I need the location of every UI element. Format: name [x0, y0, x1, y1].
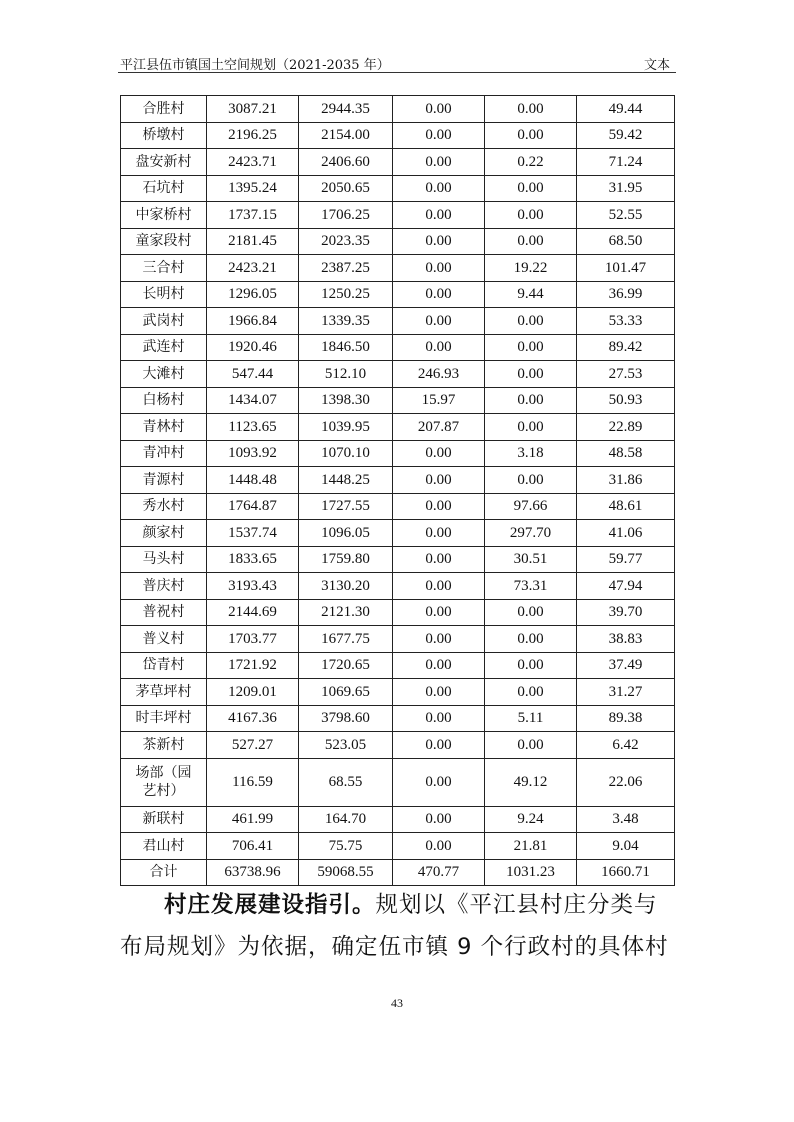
- value-cell: 3.18: [485, 440, 577, 467]
- value-cell: 1096.05: [299, 520, 393, 547]
- table-row: [121, 228, 675, 255]
- village-name-cell: 茶新村: [121, 732, 207, 759]
- value-cell: 0.00: [393, 493, 485, 520]
- value-cell: 0.00: [393, 546, 485, 573]
- value-cell: 1296.05: [207, 281, 299, 308]
- value-cell: 2181.45: [207, 228, 299, 255]
- value-cell: 0.00: [485, 467, 577, 494]
- value-cell: 0.00: [485, 122, 577, 149]
- value-cell: 297.70: [485, 520, 577, 547]
- value-cell: 41.06: [577, 520, 675, 547]
- value-cell: 89.42: [577, 334, 675, 361]
- value-cell: 75.75: [299, 833, 393, 860]
- value-cell: 19.22: [485, 255, 577, 282]
- value-cell: 1395.24: [207, 175, 299, 202]
- village-name-cell: 普义村: [121, 626, 207, 653]
- value-cell: 0.00: [485, 228, 577, 255]
- value-cell: 3087.21: [207, 96, 299, 123]
- value-cell: 1070.10: [299, 440, 393, 467]
- value-cell: 0.00: [485, 599, 577, 626]
- paragraph-text-1: 规划以《平江县村庄分类与: [375, 892, 658, 918]
- value-cell: 0.00: [393, 440, 485, 467]
- value-cell: 0.00: [393, 626, 485, 653]
- table-row: [121, 440, 675, 467]
- value-cell: 0.00: [485, 626, 577, 653]
- document-title: 平江县伍市镇国土空间规划（2021-2035 年）: [120, 58, 390, 73]
- value-cell: 4167.36: [207, 705, 299, 732]
- value-cell: 22.89: [577, 414, 675, 441]
- value-cell: 2144.69: [207, 599, 299, 626]
- value-cell: 49.12: [485, 758, 577, 806]
- village-name-cell: 中家桥村: [121, 202, 207, 229]
- value-cell: 30.51: [485, 546, 577, 573]
- table-row: [121, 859, 675, 886]
- value-cell: 9.04: [577, 833, 675, 860]
- value-cell: 15.97: [393, 387, 485, 414]
- value-cell: 1846.50: [299, 334, 393, 361]
- value-cell: 1721.92: [207, 652, 299, 679]
- value-cell: 3.48: [577, 806, 675, 833]
- value-cell: 1737.15: [207, 202, 299, 229]
- value-cell: 1039.95: [299, 414, 393, 441]
- value-cell: 3798.60: [299, 705, 393, 732]
- table-row: [121, 520, 675, 547]
- value-cell: 0.00: [485, 414, 577, 441]
- page-number: 43: [391, 996, 403, 1010]
- value-cell: 68.50: [577, 228, 675, 255]
- value-cell: 39.70: [577, 599, 675, 626]
- table-row: [121, 467, 675, 494]
- village-name-line: 艺村）: [142, 783, 185, 799]
- table-row: [121, 414, 675, 441]
- village-name-cell: 普祝村: [121, 599, 207, 626]
- value-cell: 0.00: [393, 520, 485, 547]
- table-row: [121, 361, 675, 388]
- value-cell: 0.00: [485, 96, 577, 123]
- value-cell: 461.99: [207, 806, 299, 833]
- village-name-cell: 君山村: [121, 833, 207, 860]
- value-cell: 1764.87: [207, 493, 299, 520]
- value-cell: 246.93: [393, 361, 485, 388]
- value-cell: 1706.25: [299, 202, 393, 229]
- table-row: [121, 546, 675, 573]
- value-cell: 21.81: [485, 833, 577, 860]
- value-cell: 0.00: [393, 705, 485, 732]
- value-cell: 512.10: [299, 361, 393, 388]
- value-cell: 9.44: [485, 281, 577, 308]
- table-body: [121, 96, 675, 886]
- value-cell: 0.00: [485, 387, 577, 414]
- value-cell: 1677.75: [299, 626, 393, 653]
- table-row: [121, 202, 675, 229]
- value-cell: 0.00: [485, 679, 577, 706]
- value-cell: 0.00: [393, 679, 485, 706]
- value-cell: 2023.35: [299, 228, 393, 255]
- value-cell: 89.38: [577, 705, 675, 732]
- value-cell: 1209.01: [207, 679, 299, 706]
- value-cell: 2944.35: [299, 96, 393, 123]
- village-name-cell: 武岗村: [121, 308, 207, 335]
- value-cell: 3193.43: [207, 573, 299, 600]
- paragraph-line-2: 布局规划》为依据，确定伍市镇 9 个行政村的具体村: [120, 934, 669, 960]
- table-row: [121, 493, 675, 520]
- value-cell: 6.42: [577, 732, 675, 759]
- value-cell: 116.59: [207, 758, 299, 806]
- value-cell: 1339.35: [299, 308, 393, 335]
- value-cell: 59.42: [577, 122, 675, 149]
- value-cell: 1250.25: [299, 281, 393, 308]
- table-row: [121, 149, 675, 176]
- value-cell: 0.00: [393, 599, 485, 626]
- value-cell: 0.00: [393, 806, 485, 833]
- paragraph-line-1: [120, 890, 680, 920]
- value-cell: 1966.84: [207, 308, 299, 335]
- value-cell: 1031.23: [485, 859, 577, 886]
- value-cell: 2121.30: [299, 599, 393, 626]
- value-cell: 0.00: [393, 255, 485, 282]
- value-cell: 0.00: [485, 652, 577, 679]
- value-cell: 0.00: [393, 308, 485, 335]
- value-cell: 523.05: [299, 732, 393, 759]
- village-name-cell: 新联村: [121, 806, 207, 833]
- value-cell: 0.00: [393, 96, 485, 123]
- value-cell: 547.44: [207, 361, 299, 388]
- value-cell: 527.27: [207, 732, 299, 759]
- table-row: [121, 833, 675, 860]
- value-cell: 0.00: [485, 361, 577, 388]
- table-row: [121, 122, 675, 149]
- value-cell: 2387.25: [299, 255, 393, 282]
- table-row: [121, 806, 675, 833]
- value-cell: 3130.20: [299, 573, 393, 600]
- village-name-cell: 青冲村: [121, 440, 207, 467]
- value-cell: 1434.07: [207, 387, 299, 414]
- value-cell: 49.44: [577, 96, 675, 123]
- value-cell: 1720.65: [299, 652, 393, 679]
- village-name-cell: 岱青村: [121, 652, 207, 679]
- table-row: [121, 705, 675, 732]
- value-cell: 97.66: [485, 493, 577, 520]
- value-cell: 2050.65: [299, 175, 393, 202]
- value-cell: 0.00: [485, 334, 577, 361]
- value-cell: 31.95: [577, 175, 675, 202]
- village-name-cell: 普庆村: [121, 573, 207, 600]
- value-cell: 71.24: [577, 149, 675, 176]
- page-header: [118, 50, 676, 73]
- village-name-cell: 白杨村: [121, 387, 207, 414]
- table-row: [121, 679, 675, 706]
- value-cell: 1448.25: [299, 467, 393, 494]
- value-cell: 1727.55: [299, 493, 393, 520]
- section-label: 文本: [643, 58, 670, 73]
- village-name-cell: 大滩村: [121, 361, 207, 388]
- village-name-cell: 盘安新村: [121, 149, 207, 176]
- value-cell: 0.00: [393, 202, 485, 229]
- village-name-cell: 石坑村: [121, 175, 207, 202]
- value-cell: 0.00: [393, 228, 485, 255]
- village-name-cell: 长明村: [121, 281, 207, 308]
- village-name-cell: 马头村: [121, 546, 207, 573]
- village-name-cell: 茅草坪村: [121, 679, 207, 706]
- value-cell: 2423.21: [207, 255, 299, 282]
- table-row: [121, 573, 675, 600]
- value-cell: 36.99: [577, 281, 675, 308]
- village-name-cell: 时丰坪村: [121, 705, 207, 732]
- value-cell: 101.47: [577, 255, 675, 282]
- value-cell: 0.00: [393, 467, 485, 494]
- value-cell: 5.11: [485, 705, 577, 732]
- village-name-line: 场部（园: [135, 765, 192, 781]
- value-cell: 63738.96: [207, 859, 299, 886]
- value-cell: 9.24: [485, 806, 577, 833]
- value-cell: 1069.65: [299, 679, 393, 706]
- value-cell: 0.00: [393, 758, 485, 806]
- value-cell: 73.31: [485, 573, 577, 600]
- value-cell: 48.61: [577, 493, 675, 520]
- value-cell: 0.00: [393, 334, 485, 361]
- value-cell: 0.00: [393, 652, 485, 679]
- value-cell: 59.77: [577, 546, 675, 573]
- village-name-cell: 合计: [121, 859, 207, 886]
- table-row: [121, 626, 675, 653]
- table-row: [121, 281, 675, 308]
- value-cell: 0.22: [485, 149, 577, 176]
- village-name-cell: 三合村: [121, 255, 207, 282]
- value-cell: 1537.74: [207, 520, 299, 547]
- value-cell: 0.00: [393, 573, 485, 600]
- table-row: [121, 732, 675, 759]
- value-cell: 68.55: [299, 758, 393, 806]
- village-name-cell: 青林村: [121, 414, 207, 441]
- table-row: [121, 652, 675, 679]
- value-cell: 27.53: [577, 361, 675, 388]
- village-name-cell: 颜家村: [121, 520, 207, 547]
- value-cell: 2154.00: [299, 122, 393, 149]
- value-cell: 1093.92: [207, 440, 299, 467]
- village-name-cell: 武连村: [121, 334, 207, 361]
- table-row: [121, 387, 675, 414]
- value-cell: 48.58: [577, 440, 675, 467]
- table-row: [121, 599, 675, 626]
- value-cell: 2423.71: [207, 149, 299, 176]
- value-cell: 0.00: [393, 122, 485, 149]
- value-cell: 52.55: [577, 202, 675, 229]
- value-cell: 706.41: [207, 833, 299, 860]
- table-row: [121, 334, 675, 361]
- value-cell: 0.00: [393, 732, 485, 759]
- value-cell: 164.70: [299, 806, 393, 833]
- village-name-cell: 合胜村: [121, 96, 207, 123]
- value-cell: 2196.25: [207, 122, 299, 149]
- value-cell: 47.94: [577, 573, 675, 600]
- value-cell: 0.00: [485, 732, 577, 759]
- value-cell: 0.00: [393, 149, 485, 176]
- value-cell: 22.06: [577, 758, 675, 806]
- table-row: [121, 758, 675, 806]
- table-row: [121, 175, 675, 202]
- value-cell: 1833.65: [207, 546, 299, 573]
- village-name-cell: 青源村: [121, 467, 207, 494]
- value-cell: 37.49: [577, 652, 675, 679]
- land-use-table: [120, 95, 675, 886]
- value-cell: 1398.30: [299, 387, 393, 414]
- value-cell: 0.00: [393, 833, 485, 860]
- village-name-cell: 童家段村: [121, 228, 207, 255]
- value-cell: 38.83: [577, 626, 675, 653]
- table-row: [121, 308, 675, 335]
- value-cell: 1123.65: [207, 414, 299, 441]
- value-cell: 0.00: [393, 175, 485, 202]
- value-cell: 59068.55: [299, 859, 393, 886]
- value-cell: 0.00: [485, 308, 577, 335]
- value-cell: 0.00: [393, 281, 485, 308]
- value-cell: 2406.60: [299, 149, 393, 176]
- value-cell: 1920.46: [207, 334, 299, 361]
- table-row: [121, 255, 675, 282]
- village-name-cell: 秀水村: [121, 493, 207, 520]
- value-cell: 0.00: [485, 202, 577, 229]
- value-cell: 470.77: [393, 859, 485, 886]
- table-row: [121, 96, 675, 123]
- village-name-cell: 桥墩村: [121, 122, 207, 149]
- value-cell: 1448.48: [207, 467, 299, 494]
- value-cell: 0.00: [485, 175, 577, 202]
- value-cell: 50.93: [577, 387, 675, 414]
- value-cell: 1703.77: [207, 626, 299, 653]
- value-cell: 31.27: [577, 679, 675, 706]
- value-cell: 53.33: [577, 308, 675, 335]
- value-cell: 207.87: [393, 414, 485, 441]
- paragraph-heading: 村庄发展建设指引。: [164, 892, 376, 918]
- value-cell: 31.86: [577, 467, 675, 494]
- village-name-cell: [121, 758, 207, 806]
- value-cell: 1660.71: [577, 859, 675, 886]
- value-cell: 1759.80: [299, 546, 393, 573]
